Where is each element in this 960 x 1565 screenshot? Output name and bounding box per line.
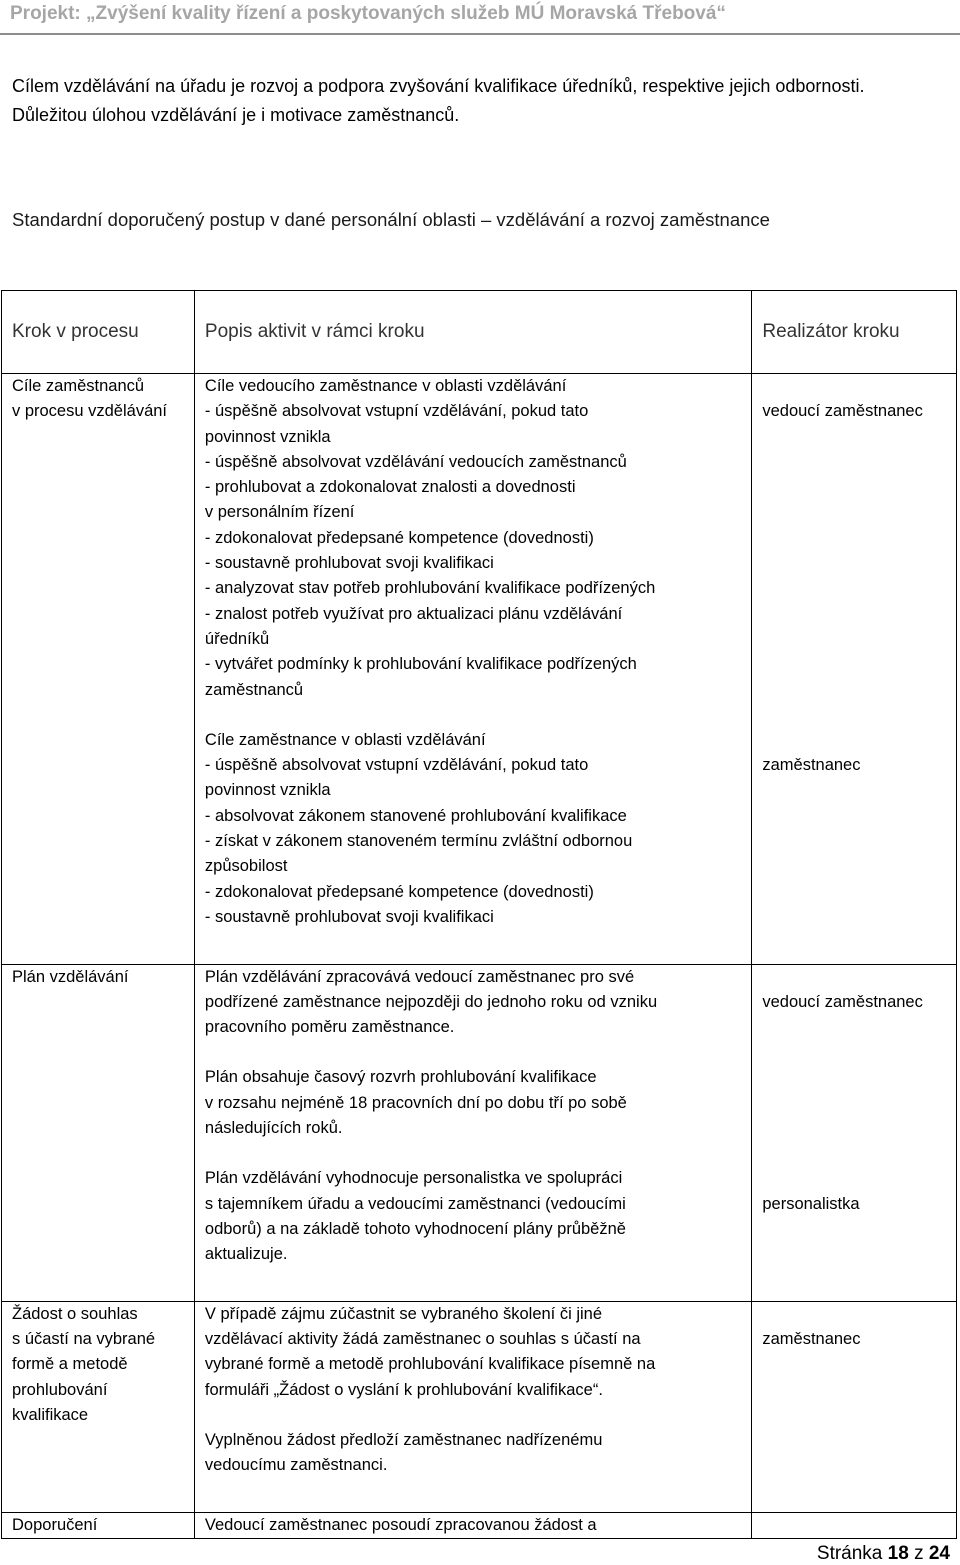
realizer-label: zaměstnanec [762, 756, 861, 775]
activity-block [205, 965, 741, 1041]
page-number-prefix: Stránka [816, 1543, 888, 1564]
page-number-current: 18 [887, 1543, 909, 1564]
activity-line: Cíle vedoucího zaměstnance v oblasti vzdělávání [204, 377, 567, 395]
activity-line: zaměstnanců [204, 680, 304, 699]
activity-line: - úspěšně absolvovat vzdělávání vedoucích zaměstnanců [204, 452, 627, 471]
activity-block [205, 1166, 741, 1267]
activity-line: s tajemníkem úřadu a vedoucími zaměstnanci (vedoucími [204, 1194, 626, 1213]
step-label-line: Cíle zaměstnanců [12, 377, 145, 395]
activity-line: způsobilost [204, 857, 288, 876]
description-cell [194, 374, 751, 965]
realizer-block [762, 1453, 946, 1504]
activity-line: formuláři „Žádost o vyslání k prohlubování kvalifikace“. [204, 1380, 603, 1399]
step-label-line: prohlubování [12, 1380, 108, 1399]
activity-block [205, 1302, 741, 1403]
page-number-separator: z [908, 1543, 929, 1564]
activity-line: - soustavně prohlubovat svoji kvalifikaci [204, 907, 494, 926]
realizer-block [762, 753, 946, 955]
realizer-label: vedoucí zaměstnanec [762, 402, 923, 421]
step-cell [2, 964, 195, 1301]
activity-block [205, 374, 741, 703]
activity-line: povinnost vznikla [204, 427, 331, 446]
activity-line: - úspěšně absolvovat vstupní vzdělávání, pokud tato [204, 402, 589, 421]
step-label-line: Žádost o souhlas [12, 1304, 138, 1323]
activity-line: V případě zájmu zúčastnit se vybraného školení či jiné [204, 1304, 603, 1323]
activity-line: vedoucímu zaměstnanci. [204, 1456, 388, 1475]
activity-line: - absolvovat zákonem stanovené prohlubování kvalifikace [204, 806, 627, 825]
activity-block [205, 1428, 741, 1479]
description-cell [194, 1512, 751, 1538]
activity-line: - znalost potřeb využívat pro aktualizaci plánu vzdělávání [204, 604, 623, 623]
realizer-label: zaměstnanec [762, 1330, 861, 1349]
activity-line: vybrané formě a metodě prohlubování kvalifikace písemně na [204, 1355, 656, 1374]
activity-line: - zdokonalovat předepsané kompetence (dovednosti) [204, 528, 594, 547]
column-header-description: Popis aktivit v rámci kroku [194, 291, 751, 374]
column-header-step: Krok v procesu [2, 291, 195, 374]
realizer-block [762, 1091, 946, 1167]
table-row [2, 1512, 957, 1538]
step-cell [2, 1512, 195, 1538]
activity-line: - prohlubovat a zdokonalovat znalosti a dovednosti [204, 478, 576, 497]
table-header-row [2, 291, 957, 374]
step-label-line: formě a metodě [12, 1355, 128, 1374]
activity-line: - úspěšně absolvovat vstupní vzdělávání, pokud tato [204, 756, 589, 775]
realizer-block [762, 399, 946, 728]
activity-line: úředníků [204, 629, 270, 648]
activity-line: - analyzovat stav potřeb prohlubování kvalifikace podřízených [204, 579, 656, 598]
activity-line: Plán vzdělávání zpracovává vedoucí zaměstnanec pro své [204, 967, 635, 986]
activity-line: aktualizuje. [204, 1245, 288, 1264]
realizer-cell [752, 1301, 957, 1512]
step-label-line: Plán vzdělávání [12, 967, 129, 986]
activity-line: - soustavně prohlubovat svoji kvalifikaci [204, 554, 494, 573]
activity-line: v rozsahu nejméně 18 pracovních dní po dobu tří po sobě [204, 1093, 627, 1112]
activity-line: povinnost vznikla [204, 781, 331, 800]
page-number-total: 24 [928, 1543, 950, 1564]
activity-block [205, 1513, 741, 1538]
realizer-label: vedoucí zaměstnanec [762, 992, 923, 1011]
step-label-line: Doporučení [12, 1515, 98, 1534]
project-title: Projekt: „Zvýšení kvality řízení a poskytovaných služeb MÚ Moravská Třebová“ [10, 3, 726, 24]
realizer-block [762, 1513, 946, 1538]
activity-line: pracovního poměru zaměstnance. [204, 1018, 455, 1037]
step-cell [2, 1301, 195, 1512]
step-label-line: s účastí na vybrané [12, 1330, 156, 1349]
realizer-cell [752, 1512, 957, 1538]
description-cell [194, 1301, 751, 1512]
description-cell [194, 964, 751, 1301]
activity-line: odborů) a na základě tohoto vyhodnocení plány průběžně [204, 1219, 626, 1238]
realizer-cell [752, 374, 957, 965]
step-label-line: kvalifikace [12, 1406, 89, 1425]
activity-line: Cíle zaměstnance v oblasti vzdělávání [204, 730, 486, 749]
standard-heading: Standardní doporučený postup v dané personální oblasti – vzdělávání a rozvoj zaměstnance [12, 209, 770, 230]
process-table [1, 290, 957, 1539]
realizer-block [762, 1192, 946, 1293]
table-body [2, 374, 957, 1539]
activity-line: Plán vzdělávání vyhodnocuje personalistka ve spolupráci [204, 1169, 623, 1188]
activity-block [205, 728, 741, 930]
activity-line: Plán obsahuje časový rozvrh prohlubování kvalifikace [204, 1068, 597, 1087]
realizer-cell [752, 964, 957, 1301]
step-label-line: v procesu vzdělávání [12, 402, 168, 421]
realizer-label: personalistka [762, 1194, 860, 1213]
activity-line: vzdělávací aktivity žádá zaměstnanec o souhlas s účastí na [204, 1330, 641, 1349]
step-cell [2, 374, 195, 965]
activity-line: Vyplněnou žádost předloží zaměstnanec nadřízenému [204, 1431, 603, 1450]
activity-line: - získat v zákonem stanoveném termínu zvláštní odbornou [204, 832, 633, 851]
table-row [2, 964, 957, 1301]
intro-paragraph: Cílem vzdělávání na úřadu je rozvoj a podpora zvyšování kvalifikace úředníků, respektive jejich odbornosti. Důležitou úlohou vzdělávání je i motivace zaměstnanců. [12, 76, 865, 125]
page-number [817, 1543, 950, 1565]
table-row [2, 374, 957, 965]
table-row [2, 1301, 957, 1512]
activity-line: - vytvářet podmínky k prohlubování kvalifikace podřízených [204, 655, 637, 674]
activity-block [205, 1065, 741, 1141]
page-header [0, 0, 960, 35]
activity-line: Vedoucí zaměstnanec posoudí zpracovanou žádost a [204, 1515, 597, 1534]
column-header-realizer: Realizátor kroku [752, 291, 957, 374]
activity-line: podřízené zaměstnance nejpozději do jednoho roku od vzniku [204, 992, 658, 1011]
activity-line: následujících roků. [204, 1119, 343, 1138]
realizer-block [762, 1327, 946, 1428]
activity-line: v personálním řízení [204, 503, 355, 522]
realizer-block [762, 990, 946, 1066]
activity-line: - zdokonalovat předepsané kompetence (dovednosti) [204, 882, 594, 901]
